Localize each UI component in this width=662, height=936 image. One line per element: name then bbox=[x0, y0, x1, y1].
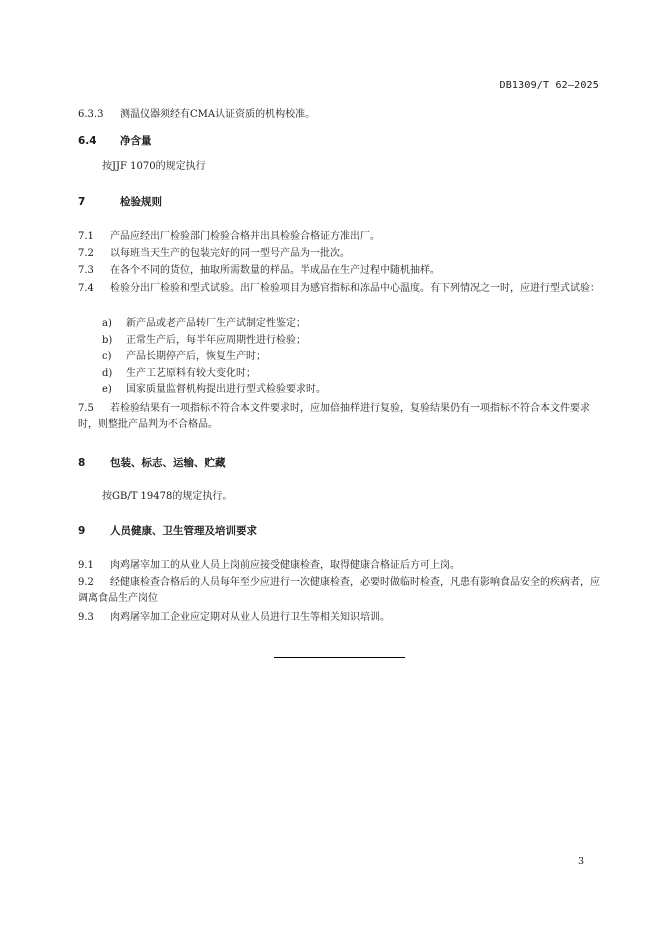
list-item-text: 产品长期停产后，恢复生产时； bbox=[126, 351, 266, 363]
section-8-heading bbox=[78, 455, 600, 471]
section-number: 6.4 bbox=[78, 135, 97, 147]
clause-text: 产品应经出厂检验部门检验合格并出具检验合格证方准出厂。 bbox=[110, 231, 380, 242]
clause-7-2 bbox=[78, 246, 600, 262]
clause-text: 测温仪器须经有CMA认证资质的机构校准。 bbox=[120, 109, 316, 120]
page-number: 3 bbox=[577, 856, 584, 867]
section-title: 检验规则 bbox=[120, 196, 162, 208]
clause-number: 9.2 bbox=[78, 577, 94, 588]
clause-number: 9.1 bbox=[78, 560, 94, 571]
clause-text: 以每班当天生产的包装完好的同一型号产品为一批次。 bbox=[110, 248, 350, 259]
clause-9-2 bbox=[78, 575, 600, 607]
clause-9-1 bbox=[78, 558, 600, 574]
list-marker: b) bbox=[102, 334, 113, 346]
clause-text: 经健康检查合格后的人员每年至少应进行一次健康检查，必要时做临时检查，凡患有影响食品安全的疾病者，应调离食品生产岗位 bbox=[78, 577, 600, 604]
list-item-text: 新产品或老产品转厂生产试制定性鉴定； bbox=[126, 318, 306, 329]
clause-number: 7.5 bbox=[78, 403, 94, 414]
section-number: 7 bbox=[78, 196, 86, 208]
clause-7-5 bbox=[78, 401, 600, 433]
clause-text: 肉鸡屠宰加工企业应定期对从业人员进行卫生等相关知识培训。 bbox=[110, 612, 390, 623]
clause-6-3-3 bbox=[78, 107, 600, 123]
list-marker: e) bbox=[102, 384, 112, 396]
list-item-text: 国家质量监督机构提出进行型式检验要求时。 bbox=[126, 384, 326, 396]
list-item-text: 生产工艺原料有较大变化时； bbox=[126, 367, 256, 379]
type-test-conditions-list bbox=[102, 316, 326, 399]
section-9-heading bbox=[78, 523, 600, 539]
clause-9-3 bbox=[78, 610, 600, 626]
clause-7-4 bbox=[78, 281, 600, 297]
clause-7-3 bbox=[78, 263, 600, 279]
section-title: 包装、标志、运输、贮藏 bbox=[110, 457, 226, 469]
clause-text: 若检验结果有一项指标不符合本文件要求时，应加倍抽样进行复验，复验结果仍有一项指标不符合本文件要求时，则整批产品判为不合格品。 bbox=[78, 403, 590, 430]
section-6-4-heading bbox=[78, 133, 600, 149]
clause-text: 肉鸡屠宰加工的从业人员上岗前应接受健康检查，取得健康合格证后方可上岗。 bbox=[110, 560, 460, 571]
list-item bbox=[102, 349, 326, 366]
section-8-body: 按GB/T 19478的规定执行。 bbox=[102, 491, 233, 502]
clause-number: 7.1 bbox=[78, 231, 94, 242]
list-marker: c) bbox=[102, 351, 112, 363]
clause-number: 9.3 bbox=[78, 612, 94, 623]
section-title: 人员健康、卫生管理及培训要求 bbox=[110, 525, 257, 537]
clause-number: 7.3 bbox=[78, 265, 94, 276]
clause-7-1 bbox=[78, 229, 600, 245]
document-code: DB1309/T 62—2025 bbox=[499, 80, 599, 91]
list-item-text: 正常生产后，每半年应周期性进行检验； bbox=[126, 334, 306, 346]
list-marker: d) bbox=[102, 367, 113, 379]
section-7-heading bbox=[78, 194, 600, 210]
clause-number: 7.2 bbox=[78, 248, 94, 259]
section-number: 9 bbox=[78, 525, 86, 537]
list-item bbox=[102, 333, 326, 350]
section-6-4-body: 按JJF 1070的规定执行 bbox=[102, 161, 206, 172]
list-item bbox=[102, 366, 326, 383]
list-item bbox=[102, 316, 326, 333]
section-title: 净含量 bbox=[120, 135, 152, 147]
clause-text: 检验分出厂检验和型式试验。出厂检验项目为感官指标和冻品中心温度。有下列情况之一时，应进行型式试验： bbox=[110, 283, 600, 294]
list-marker: a) bbox=[102, 318, 112, 329]
end-of-document-rule bbox=[274, 657, 405, 658]
clause-number: 6.3.3 bbox=[78, 109, 104, 120]
clause-text: 在各个不同的货位，抽取所需数量的样品。半成品在生产过程中随机抽样。 bbox=[110, 265, 440, 276]
clause-number: 7.4 bbox=[78, 283, 94, 294]
section-number: 8 bbox=[78, 457, 86, 469]
list-item bbox=[102, 382, 326, 399]
